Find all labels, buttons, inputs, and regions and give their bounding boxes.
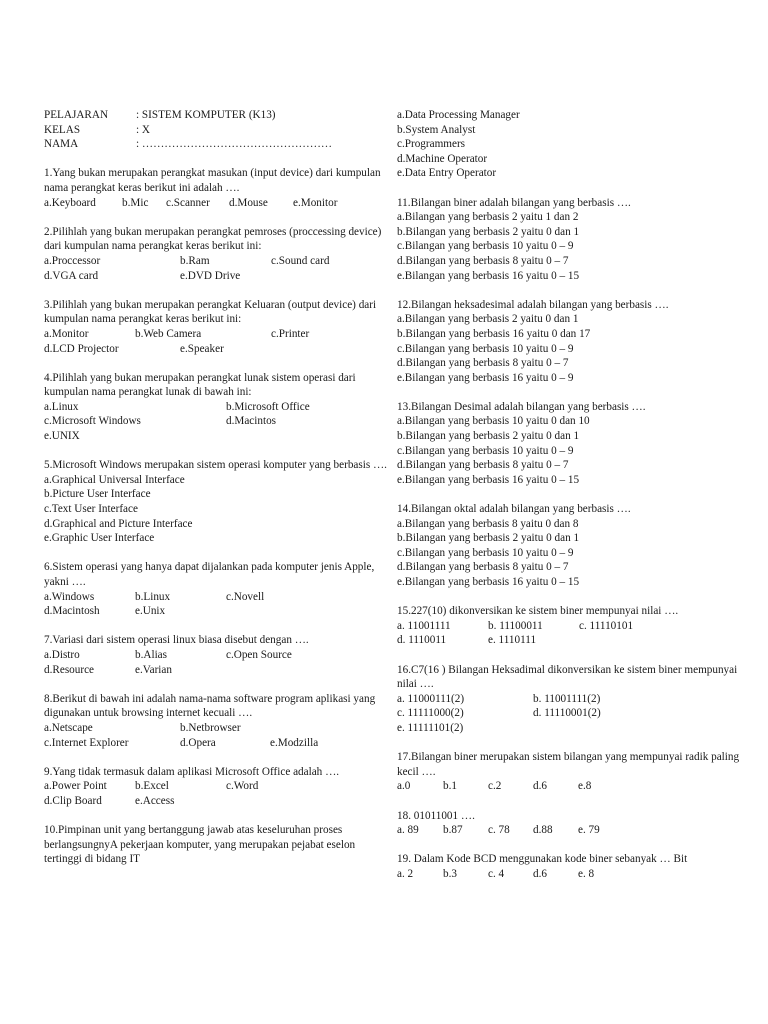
header-value: : SISTEM KOMPUTER (K13) — [136, 109, 276, 121]
option: e. 8 — [578, 867, 595, 880]
question-2-options — [44, 254, 387, 269]
option: e. 1110111 — [488, 634, 537, 647]
option: b.Bilangan yang berbasis 2 yaitu 0 dan 1 — [397, 225, 580, 238]
option: b.Excel — [135, 780, 169, 793]
header-label: KELAS — [44, 123, 81, 136]
option: d.Machine Operator — [397, 152, 488, 165]
question-19-stem: 19. Dalam Kode BCD menggunakan kode biner sebanyak … Bit — [397, 853, 688, 866]
option: e.DVD Drive — [180, 269, 241, 282]
question-17-options — [397, 779, 742, 794]
question-6-stem: 6.Sistem operasi yang hanya dapat dijalankan pada komputer jenis Apple, yakni …. — [44, 561, 375, 588]
question-7-stem: 7.Variasi dari sistem operasi linux biasa disebut dengan …. — [44, 634, 309, 647]
option: d.Macintosh — [44, 605, 100, 618]
option: b. 11100011 — [488, 619, 543, 632]
option: e.Data Entry Operator — [397, 167, 497, 180]
question-8-options — [44, 736, 387, 751]
question-4-options — [44, 414, 387, 429]
option: a.Bilangan yang berbasis 10 yaitu 0 dan 10 — [397, 415, 590, 428]
option: d.Bilangan yang berbasis 8 yaitu 0 – 7 — [397, 561, 569, 574]
question-11-stem: 11.Bilangan biner adalah bilangan yang berbasis …. — [397, 196, 631, 209]
option: b.Mic — [122, 196, 149, 209]
question-12-stem: 12.Bilangan heksadesimal adalah bilangan yang berbasis …. — [397, 298, 669, 311]
option: e.Access — [135, 794, 175, 807]
question-4-stem: 4.Pilihlah yang bukan merupakan perangkat lunak sistem operasi dari kumpulan nama perangkat lunak di bawah ini: — [44, 371, 356, 399]
question-8-stem: 8.Berikut di bawah ini adalah nama-nama software program aplikasi yang digunakan untuk browsing internet kecuali …. — [44, 692, 376, 720]
option: c. 78 — [488, 824, 510, 837]
option: c.Bilangan yang berbasis 10 yaitu 0 – 9 — [397, 342, 574, 355]
question-6-options — [44, 590, 387, 605]
option: b.System Analyst — [397, 123, 476, 136]
option: d.Resource — [44, 663, 95, 676]
option: a.Proccessor — [44, 254, 101, 267]
question-15-stem: 15.227(10) dikonversikan ke sistem biner mempunyai nilai …. — [397, 605, 679, 618]
option: d.Clip Board — [44, 794, 102, 807]
header-value: : …………………………………………… — [136, 138, 333, 151]
question-4-options — [44, 400, 387, 415]
option: a.Graphical Universal Interface — [44, 473, 185, 486]
option: c. 4 — [488, 867, 505, 880]
option: a.Distro — [44, 648, 80, 661]
header-label: NAMA — [44, 138, 79, 151]
question-17-stem: 17.Bilangan biner merupakan sistem bilangan yang mempunyai radik paling kecil …. — [397, 751, 740, 778]
option: a. 89 — [397, 824, 419, 837]
question-1-stem: 1.Yang bukan merupakan perangkat masukan (input device) dari kumpulan nama perangkat keras berikut ini adalah …. — [44, 167, 381, 194]
header-row-class — [44, 123, 387, 138]
option: c. 11110101 — [579, 619, 634, 632]
option: b.Bilangan yang berbasis 16 yaitu 0 dan 17 — [397, 327, 591, 340]
question-15-options — [397, 619, 742, 634]
question-3-options — [44, 342, 387, 357]
option: a.Linux — [44, 400, 79, 413]
option: d. 1110011 — [397, 634, 447, 647]
option: d.Opera — [180, 736, 216, 749]
option: a. 2 — [397, 867, 414, 880]
option: c.Bilangan yang berbasis 10 yaitu 0 – 9 — [397, 444, 574, 457]
option: e.Bilangan yang berbasis 16 yaitu 0 – 9 — [397, 371, 574, 384]
option: a.0 — [397, 780, 411, 793]
option: b.Web Camera — [135, 327, 202, 340]
header-label: PELAJARAN — [44, 109, 109, 121]
option: b.87 — [443, 824, 463, 837]
option: c.Internet Explorer — [44, 736, 129, 749]
option: a.Netscape — [44, 721, 93, 734]
option: c.Bilangan yang berbasis 10 yaitu 0 – 9 — [397, 240, 574, 253]
option: c.Bilangan yang berbasis 10 yaitu 0 – 9 — [397, 546, 574, 559]
header-value: : X — [136, 123, 150, 136]
option: e.Monitor — [293, 196, 338, 209]
option: b.Picture User Interface — [44, 488, 151, 501]
option: d.VGA card — [44, 269, 99, 282]
option: d.LCD Projector — [44, 342, 119, 355]
option: e.Graphic User Interface — [44, 532, 155, 545]
option: d.Bilangan yang berbasis 8 yaitu 0 – 7 — [397, 459, 569, 472]
option: e.Bilangan yang berbasis 16 yaitu 0 – 15 — [397, 473, 580, 486]
option: d.Bilangan yang berbasis 8 yaitu 0 – 7 — [397, 254, 569, 267]
option: c.Open Source — [226, 648, 292, 661]
option: b.Linux — [135, 590, 171, 603]
question-7-options — [44, 648, 387, 663]
option: e. 79 — [578, 824, 600, 837]
option: d.Mouse — [229, 196, 268, 209]
question-14-stem: 14.Bilangan oktal adalah bilangan yang berbasis …. — [397, 503, 631, 516]
header-row-subject — [44, 108, 387, 123]
option: b.Netbrowser — [180, 721, 241, 734]
option: b.Ram — [180, 254, 210, 267]
option: a. 11000111(2) — [397, 692, 465, 705]
question-2-options — [44, 269, 387, 284]
question-10-stem: 10.Pimpinan unit yang bertanggung jawab atas keseluruhan proses berlangsungnyA pekerjaan komputer, yang merupakan pejabat eselon tertinggi di bidang IT — [44, 824, 356, 866]
option: b.Microsoft Office — [226, 400, 310, 413]
option: d.6 — [533, 867, 547, 880]
option: a.Keyboard — [44, 196, 96, 209]
option: c.Text User Interface — [44, 503, 138, 516]
option: a.Monitor — [44, 327, 89, 340]
option: a.Bilangan yang berbasis 2 yaitu 0 dan 1 — [397, 313, 579, 326]
option: b.Bilangan yang berbasis 2 yaitu 0 dan 1 — [397, 430, 580, 443]
option: d.Bilangan yang berbasis 8 yaitu 0 – 7 — [397, 357, 569, 370]
option: d.Macintos — [226, 415, 277, 428]
option: c. 11111000(2) — [397, 707, 464, 720]
question-16-options — [397, 706, 742, 721]
option: e.Speaker — [180, 342, 224, 355]
question-2-stem: 2.Pilihlah yang bukan merupakan perangkat pemroses (proccessing device) dari kumpulan nama perangkat keras berikut ini: — [44, 225, 382, 253]
option: a.Bilangan yang berbasis 2 yaitu 1 dan 2 — [397, 211, 579, 224]
question-18-options — [397, 823, 742, 838]
option: e.Varian — [135, 663, 172, 676]
option: c.Programmers — [397, 138, 466, 151]
option: d.88 — [533, 824, 553, 837]
question-16-stem: 16.C7(16 ) Bilangan Heksadimal dikonversikan ke sistem biner mempunyai nilai …. — [397, 663, 738, 691]
option: d. 11110001(2) — [533, 707, 601, 720]
question-9-options — [44, 794, 387, 809]
option: b.Alias — [135, 648, 168, 661]
option: e.Modzilla — [270, 736, 319, 749]
option: b.1 — [443, 780, 457, 793]
question-8-options — [44, 721, 387, 736]
option: a.Power Point — [44, 780, 107, 793]
option: d.Graphical and Picture Interface — [44, 517, 193, 530]
question-1-options — [44, 196, 387, 211]
question-18-stem: 18. 01011001 …. — [397, 809, 475, 822]
option: c.Microsoft Windows — [44, 415, 141, 428]
question-19-options — [397, 867, 742, 882]
header-row-name — [44, 137, 387, 152]
option: c.Novell — [226, 590, 265, 603]
option: a.Windows — [44, 590, 95, 603]
option: c.Scanner — [166, 196, 210, 209]
option: a.Bilangan yang berbasis 8 yaitu 0 dan 8 — [397, 517, 579, 530]
option: e.8 — [578, 780, 592, 793]
option: c.Printer — [271, 327, 310, 340]
option: c.Sound card — [271, 254, 330, 267]
question-7-options — [44, 663, 387, 678]
option: c.Word — [226, 780, 259, 793]
option: e.UNIX — [44, 430, 80, 443]
option: a. 11001111 — [397, 619, 451, 632]
option: b.3 — [443, 867, 457, 880]
option: e. 11111101(2) — [397, 721, 464, 734]
question-9-stem: 9.Yang tidak termasuk dalam aplikasi Microsoft Office adalah …. — [44, 765, 340, 778]
option: e.Bilangan yang berbasis 16 yaitu 0 – 15 — [397, 576, 580, 588]
question-9-options — [44, 779, 387, 794]
option: e.Unix — [135, 605, 166, 618]
right-column — [397, 108, 742, 881]
question-3-stem: 3.Pilihlah yang bukan merupakan perangkat Keluaran (output device) dari kumpulan nama perangkat keras berikut ini: — [44, 298, 377, 326]
option: b. 11001111(2) — [533, 692, 601, 705]
option: c.2 — [488, 780, 502, 793]
option: e.Bilangan yang berbasis 16 yaitu 0 – 15 — [397, 269, 580, 282]
option: b.Bilangan yang berbasis 2 yaitu 0 dan 1 — [397, 532, 580, 545]
question-6-options — [44, 604, 387, 619]
question-15-options — [397, 633, 742, 648]
question-13-stem: 13.Bilangan Desimal adalah bilangan yang berbasis …. — [397, 400, 646, 413]
option: a.Data Processing Manager — [397, 109, 520, 121]
question-3-options — [44, 327, 387, 342]
question-16-options — [397, 692, 742, 707]
question-5-stem: 5.Microsoft Windows merupakan sistem operasi komputer yang berbasis …. — [44, 459, 387, 472]
option: d.6 — [533, 780, 547, 793]
left-column — [44, 108, 387, 867]
